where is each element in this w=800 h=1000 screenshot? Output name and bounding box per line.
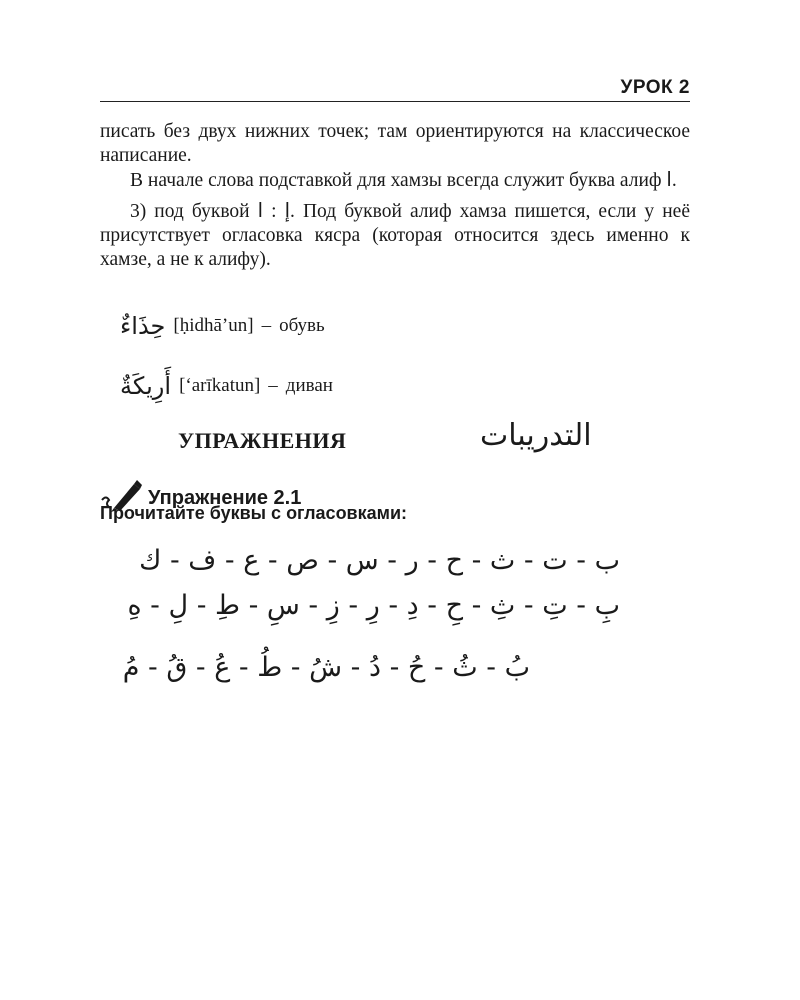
- paragraph-2: [100, 168, 690, 193]
- example-2: [120, 372, 333, 400]
- paragraph-2-end: .: [671, 170, 677, 191]
- example-translit: [ḥidhā’un]: [173, 315, 254, 336]
- document-page: [100, 0, 690, 1000]
- letters-line-1: ب - ت - ث - ح - ر - س - ص - ع - ف - ك: [139, 545, 620, 576]
- alif-glyph: ا: [666, 168, 672, 191]
- body-text: [100, 120, 690, 272]
- example-dash: –: [268, 375, 278, 396]
- paragraph-3: [100, 199, 690, 272]
- example-arabic: أَرِيكَةٌ: [120, 372, 172, 400]
- alif-glyph-2: ا: [257, 199, 264, 222]
- paragraph-3-colon: :: [271, 201, 277, 222]
- paragraph-3-rest: . Под буквой алиф хамза пишется, если у неё присутствует огласовка кясра (которая относится здесь именно к хамзе, а не к алифу).: [100, 201, 690, 270]
- example-arabic: حِذَاءٌ: [120, 312, 166, 340]
- exercise-title: Упражнение 2.1: [148, 486, 302, 509]
- lesson-header: УРОК 2: [620, 77, 690, 98]
- header-rule: [100, 101, 690, 102]
- paragraph-3-start: 3) под буквой: [130, 201, 250, 222]
- example-dash: –: [261, 315, 272, 336]
- alif-hamza-below-glyph: إ: [284, 199, 291, 222]
- exercise-instruction: Прочитайте буквы с огласовками:: [100, 503, 408, 523]
- paragraph-1: писать без двух нижних точек; там ориентируются на классическое написание.: [100, 121, 690, 166]
- section-title-arabic: التدريبات: [480, 418, 592, 453]
- example-meaning: диван: [285, 375, 333, 396]
- paragraph-2-text: В начале слова подставкой для хамзы всегда служит буква алиф: [130, 170, 662, 191]
- letters-line-3: بُ - ثُ - حُ - دُ - شُ - طُ - عُ - قُ - مُ: [122, 652, 530, 683]
- example-translit: [‘arīkatun]: [179, 375, 261, 396]
- example-1: [120, 312, 325, 340]
- example-meaning: обувь: [279, 315, 325, 336]
- section-title: УПРАЖНЕНИЯ: [178, 428, 347, 453]
- letters-line-2: بِ - تِ - ثِ - حِ - دِ - رِ - زِ - سِ - طِ - لِ - هِ: [127, 590, 620, 621]
